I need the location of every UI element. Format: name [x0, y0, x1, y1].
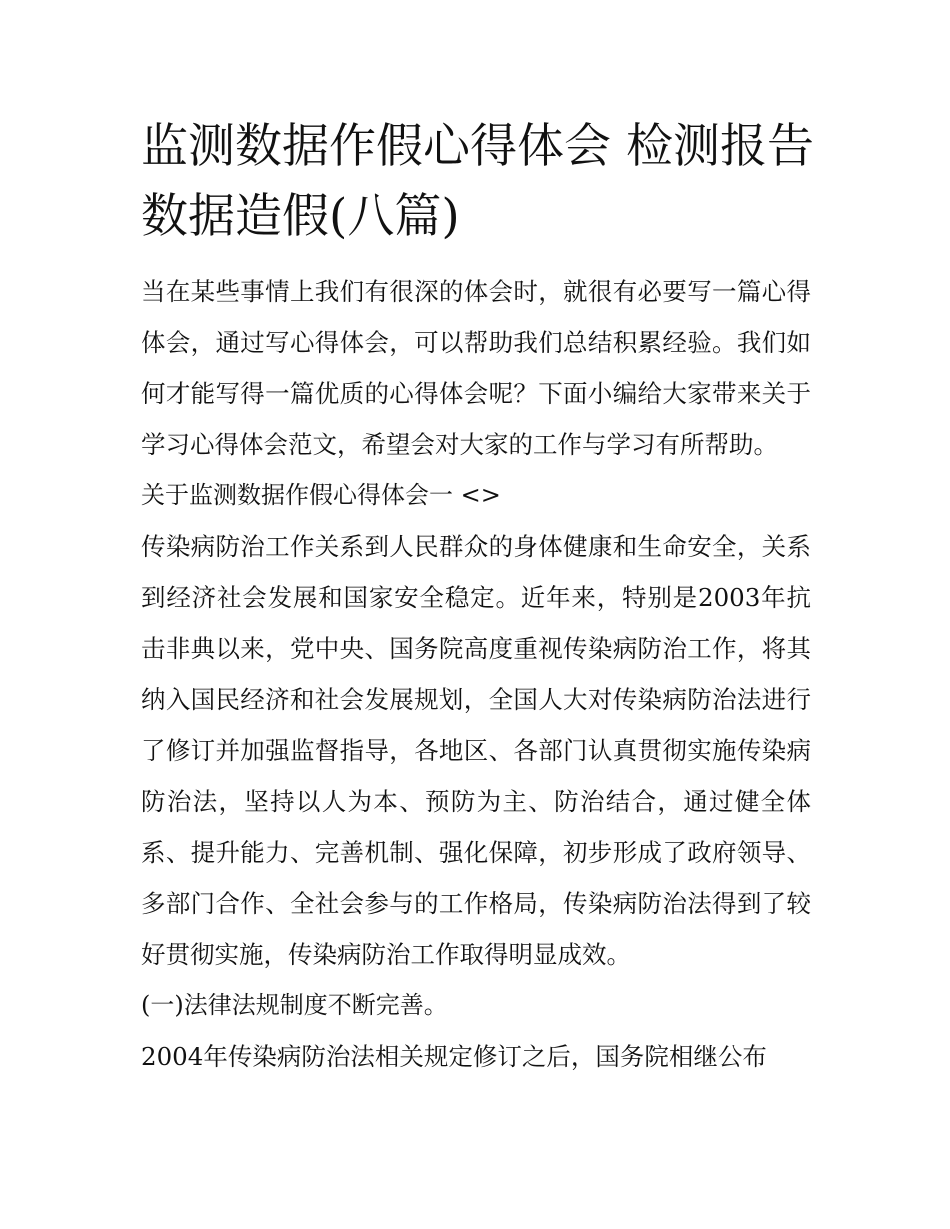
body-paragraph: 传染病防治工作关系到人民群众的身体健康和生命安全，关系到经济社会发展和国家安全稳定。近年来，特别是2003年抗击非典以来，党中央、国务院高度重视传染病防治工作，将其纳入国民经济和社会发展规划，全国人大对传染病防治法进行了修订并加强监督指导，各地区、各部门认真贯彻实施传染病防治法，坚持以人为本、预防为主、防治结合，通过健全体系、提升能力、完善机制、强化保障，初步形成了政府领导、多部门合作、全社会参与的工作格局，传染病防治法得到了较好贯彻实施，传染病防治工作取得明显成效。: [141, 532, 811, 969]
last-paragraph: 2004年传染病防治法相关规定修订之后，国务院相继公布: [141, 1042, 767, 1071]
subheading: (一)法律法规制度不断完善。: [141, 991, 448, 1019]
section-heading: 关于监测数据作假心得体会一 <>: [141, 481, 501, 509]
intro-paragraph: 当在某些事情上我们有很深的体会时，就很有必要写一篇心得体会，通过写心得体会，可以帮助我们总结积累经验。我们如何才能写得一篇优质的心得体会呢？下面小编给大家带来关于学习心得体会范文，希望会对大家的工作与学习有所帮助。: [141, 277, 811, 459]
document-content: [141, 112, 821, 1082]
document-title: 监测数据作假心得体会 检测报告数据造假(八篇): [141, 119, 814, 244]
